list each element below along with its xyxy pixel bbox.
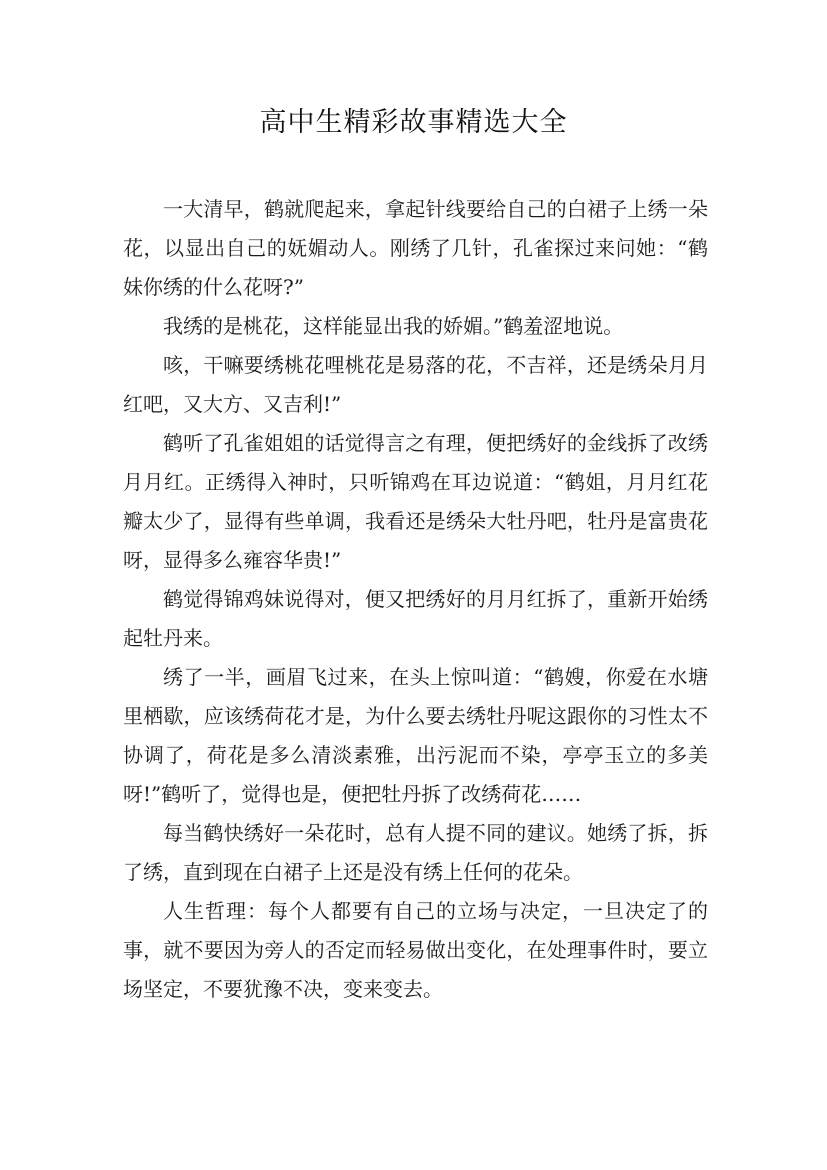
paragraph: 人生哲理：每个人都要有自己的立场与决定，一旦决定了的事，就不要因为旁人的否定而轻易做出变化，在处理事件时，要立场坚定，不要犹豫不决，变来变去。 <box>123 899 708 1001</box>
paragraph: 一大清早，鹤就爬起来，拿起针线要给自己的白裙子上绣一朵花，以显出自己的妩媚动人。刚绣了几针，孔雀探过来问她：“鹤妹你绣的什么花呀?” <box>123 197 708 299</box>
document-body <box>123 190 708 1009</box>
paragraph: 我绣的是桃花，这样能显出我的娇媚。”鹤羞涩地说。 <box>163 314 624 338</box>
paragraph: 鹤听了孔雀姐姐的话觉得言之有理，便把绣好的金线拆了改绣月月红。正绣得入神时，只听锦鸡在耳边说道：“鹤姐，月月红花瓣太少了，显得有些单调，我看还是绣朵大牡丹吧，牡丹是富贵花呀，显得多么雍容华贵!” <box>123 431 708 572</box>
document-title: 高中生精彩故事精选大全 <box>259 107 568 138</box>
paragraph: 每当鹤快绣好一朵花时，总有人提不同的建议。她绣了拆，拆了绣，直到现在白裙子上还是没有绣上任何的花朵。 <box>123 821 708 884</box>
paragraph: 绣了一半，画眉飞过来，在头上惊叫道：“鹤嫂，你爱在水塘里栖歇，应该绣荷花才是，为什么要去绣牡丹呢这跟你的习性太不协调了，荷花是多么清淡素雅，出污泥而不染，亭亭玉立的多美呀!”鹤听了，觉得也是，便把牡丹拆了改绣荷花…… <box>123 665 708 806</box>
paragraph: 咳，干嘛要绣桃花哩桃花是易落的花，不吉祥，还是绣朵月月红吧，又大方、又吉利!” <box>123 353 708 416</box>
paragraph: 鹤觉得锦鸡妹说得对，便又把绣好的月月红拆了，重新开始绣起牡丹来。 <box>123 587 708 650</box>
